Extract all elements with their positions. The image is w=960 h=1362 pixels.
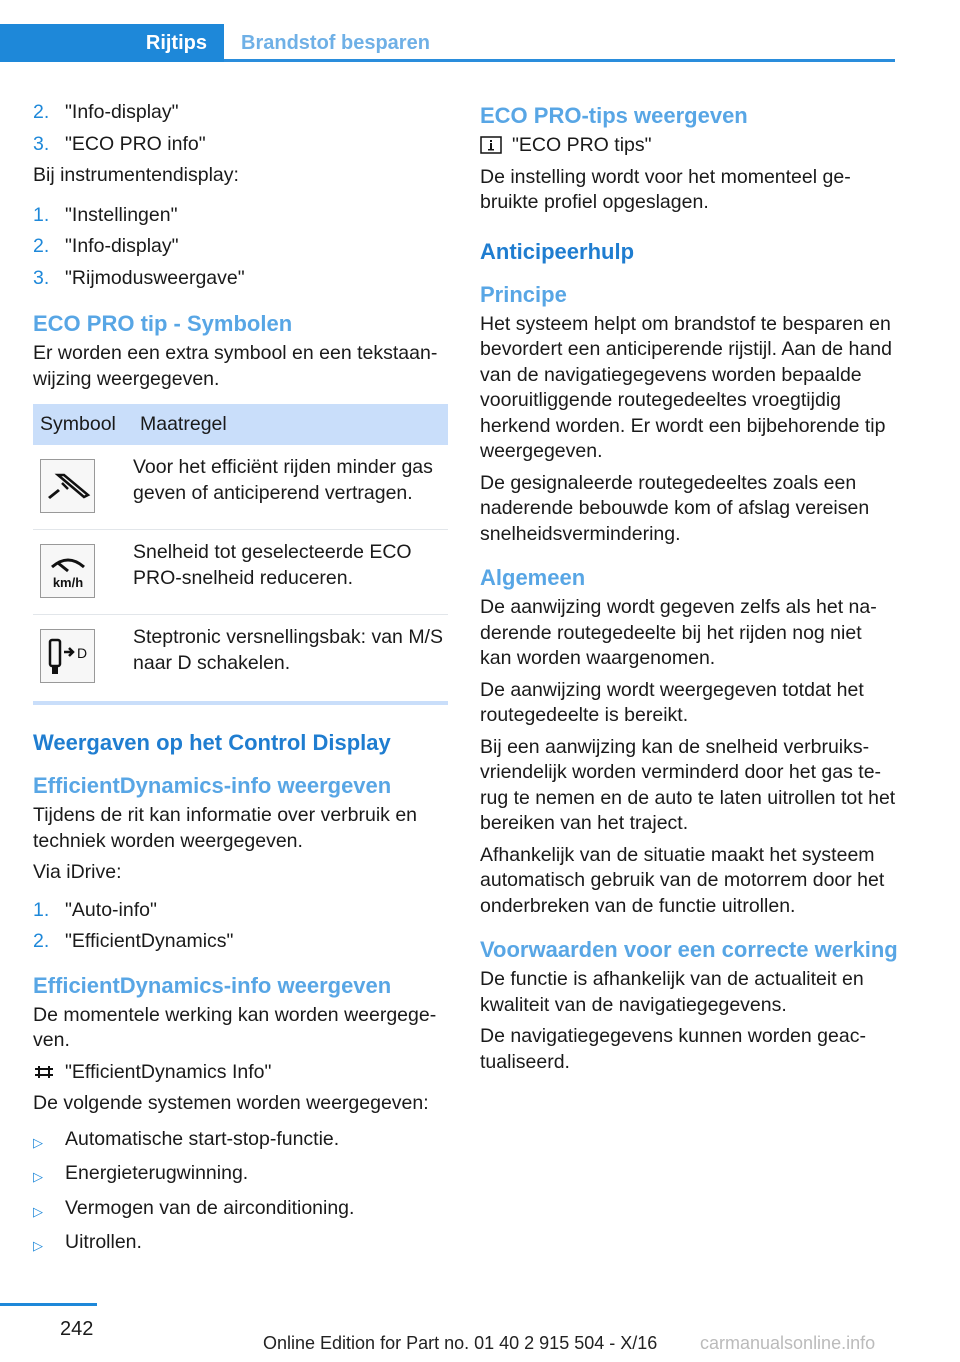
- page-header: [0, 0, 895, 62]
- principe-p1: Het systeem helpt om brandstof te besparen en bevordert een anticiperende rijstijl. Aan de hand van de navigatiegegevens worden bepaalde vooruitliggende routegedeeltes vroegtijdig herkend worden. Er wordt een bijbehorende tip weergegeven.: [480, 312, 892, 462]
- list-item: [33, 1196, 448, 1225]
- list-number: 1.: [33, 898, 50, 921]
- chapter-tab: Rijtips: [0, 24, 224, 62]
- algemeen-heading: Algemeen: [480, 565, 586, 590]
- list-item: [33, 1127, 448, 1156]
- algemeen-p4: Afhankelijk van de situatie maakt het systeem automatisch gebruik van de motorrem door het onderbreken van de functie uitrollen.: [480, 843, 885, 917]
- control-display-heading: Weergaven op het Control Display: [33, 730, 391, 755]
- list-item: [33, 234, 448, 260]
- watermark: carmanualsonline.info: [700, 1333, 876, 1353]
- voorwaarden-heading: Voorwaarden voor een correcte werking: [480, 937, 898, 962]
- gear-selector-d-icon: [40, 629, 95, 683]
- section-title: Brandstof besparen: [241, 32, 430, 54]
- principe-p2: De gesignaleerde routegedeeltes zoals een naderende bebouwde kom of afslag vereisen snelheidsvermindering.: [480, 471, 870, 545]
- instrument-intro: Bij instrumentendisplay:: [33, 164, 239, 186]
- list-text: Uitrollen.: [65, 1231, 142, 1253]
- list-item: [33, 203, 448, 229]
- list-item: [33, 1230, 448, 1259]
- list-number: 2.: [33, 930, 50, 952]
- list-item: [33, 266, 448, 292]
- table-cell-text: Steptronic versnellingsbak: van M/S naar D schakelen.: [133, 615, 448, 704]
- list-text: "Info-display": [65, 101, 179, 123]
- foot-pedal-icon: [40, 459, 95, 513]
- algemeen-p3: Bij een aanwijzing kan de snelheid verbruiksvriendelijk worden verminderd door het gas terug te nemen en de auto te laten uitrollen tot het bereiken van het traject.: [480, 735, 896, 834]
- list-item: [33, 1161, 448, 1190]
- ed-intro-2: De momentele werking kan worden weergegeven.: [33, 1003, 437, 1051]
- list-item: [33, 132, 448, 158]
- list-number: 2.: [33, 101, 50, 123]
- list-text: "Instellingen": [65, 203, 178, 226]
- table-row: [33, 615, 448, 704]
- list-item: [33, 898, 448, 924]
- svg-text:km/h: km/h: [52, 575, 83, 590]
- principe-heading: Principe: [480, 281, 567, 307]
- ed-info-line: [33, 1060, 448, 1086]
- svg-text:D: D: [76, 645, 87, 661]
- right-column: [480, 100, 898, 1081]
- voorwaarden-p1: De functie is afhankelijk van de actualiteit en kwaliteit van de navigatiegegevens.: [480, 968, 864, 1016]
- list-text: Energieterugwinning.: [65, 1162, 249, 1184]
- table-header-symbol: Symbool: [33, 404, 133, 445]
- page-number: 242: [60, 1318, 94, 1340]
- symbols-heading: ECO PRO tip - Symbolen: [33, 311, 293, 336]
- list-number: 2.: [33, 235, 50, 257]
- tips-line: [480, 133, 898, 159]
- list-number: 3.: [33, 132, 50, 155]
- list-text: "Auto-info": [65, 898, 157, 921]
- ed-heading-2: EfficientDynamics-info weergeven: [33, 972, 392, 998]
- tips-text: De instelling wordt voor het momenteel gebruikte profiel opgeslagen.: [480, 165, 851, 213]
- table-header-measure: Maatregel: [133, 404, 448, 445]
- table-row: [33, 445, 448, 530]
- tips-label: "ECO PRO tips": [512, 134, 652, 156]
- triangle-bullet-icon: ▷: [33, 1203, 43, 1219]
- algemeen-p2: De aanwijzing wordt weergegeven totdat het routegedeelte is bereikt.: [480, 678, 864, 726]
- list-number: 3.: [33, 266, 50, 289]
- symbols-intro: Er worden een extra symbool en een tekstaanwijzing weergegeven.: [33, 342, 438, 390]
- symbols-table: [33, 404, 448, 705]
- ed-info-label: "EfficientDynamics Info": [65, 1060, 272, 1083]
- list-text: "ECO PRO info": [65, 132, 206, 155]
- tips-heading: ECO PRO-tips weergeven: [480, 103, 748, 128]
- voorwaarden-p2: De navigatiegegevens kunnen worden geactualiseerd.: [480, 1025, 866, 1073]
- anticipeer-heading: Anticipeerhulp: [480, 238, 635, 264]
- ed-intro-1: Tijdens de rit kan informatie over verbruik en techniek worden weergegeven.: [33, 804, 418, 852]
- footer-rule: [0, 1303, 97, 1306]
- table-cell-text: Voor het efficiënt rijden minder gas geven of anticiperend vertragen.: [133, 445, 448, 530]
- triangle-bullet-icon: ▷: [33, 1169, 43, 1184]
- systems-intro: De volgende systemen worden weergegeven:: [33, 1092, 429, 1114]
- list-text: "Rijmodusweergave": [65, 266, 245, 289]
- triangle-bullet-icon: ▷: [33, 1238, 43, 1253]
- table-row: [33, 530, 448, 615]
- edition-line: Online Edition for Part no. 01 40 2 915 504 - X/16: [263, 1333, 658, 1353]
- algemeen-p1: De aanwijzing wordt gegeven zelfs als het naderende routegedeelte bij het rijden nog niet kan worden waargenomen.: [480, 596, 877, 669]
- ed-heading-1: EfficientDynamics-info weergeven: [33, 773, 392, 798]
- left-column: [33, 100, 448, 1265]
- list-text: "EfficientDynamics": [65, 930, 234, 952]
- speedometer-kmh-icon: [40, 544, 95, 598]
- list-number: 1.: [33, 203, 50, 226]
- triangle-bullet-icon: ▷: [33, 1134, 43, 1150]
- via-idrive: Via iDrive:: [33, 861, 122, 883]
- list-item: [33, 100, 448, 126]
- list-text: Vermogen van de airconditioning.: [65, 1196, 355, 1219]
- list-text: "Info-display": [65, 235, 179, 257]
- list-text: Automatische start-stop-functie.: [65, 1127, 340, 1150]
- info-icon: [480, 136, 502, 154]
- table-cell-text: Snelheid tot geselecteerde ECO PRO-snelheid reduceren.: [133, 530, 448, 615]
- list-item: [33, 929, 448, 955]
- efficient-dynamics-icon: [33, 1063, 55, 1081]
